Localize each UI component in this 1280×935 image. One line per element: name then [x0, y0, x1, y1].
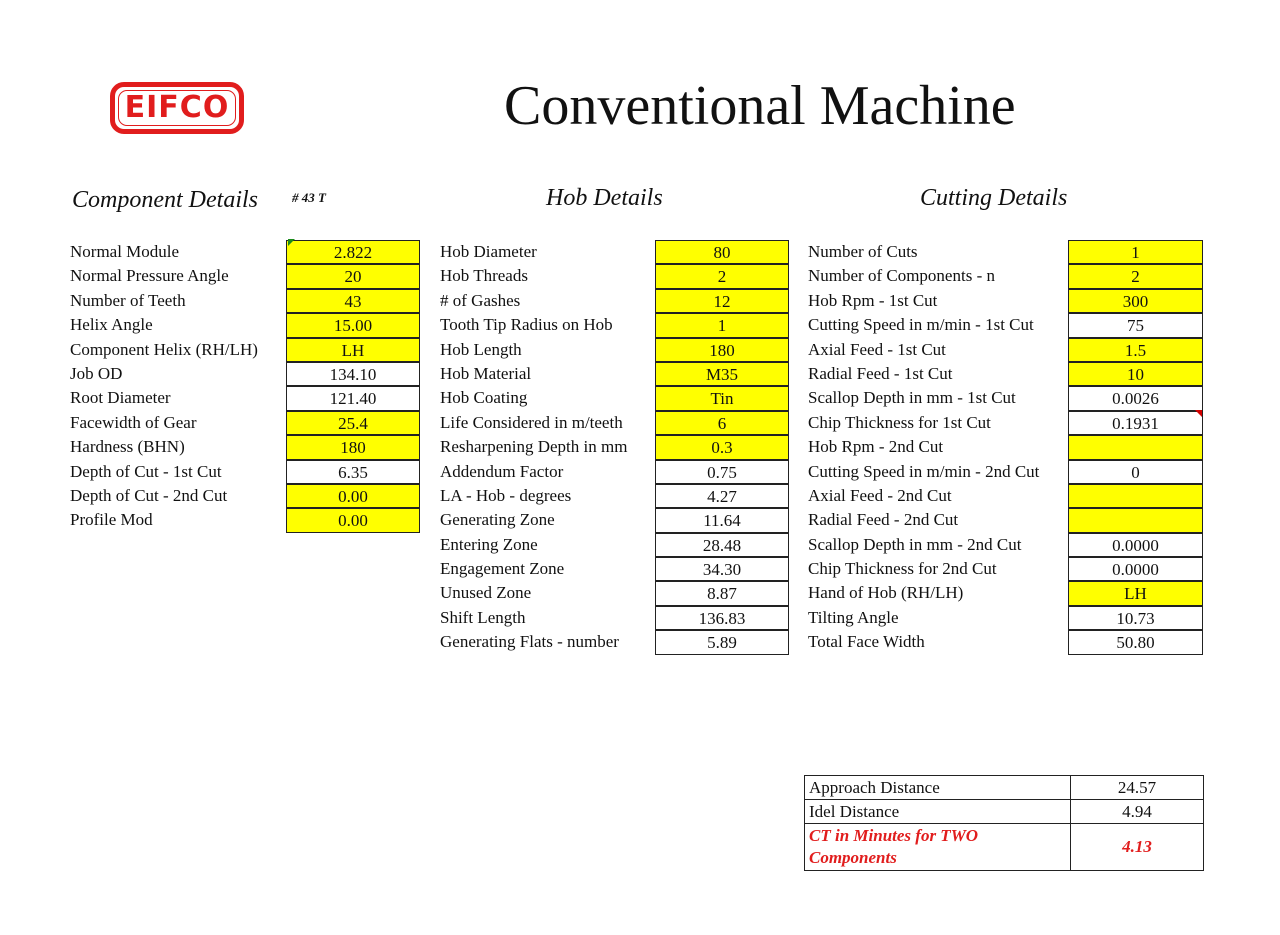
component-row: [70, 264, 422, 288]
cutting-details-title: Cutting Details: [920, 185, 1068, 211]
cutting-row: [808, 264, 1204, 288]
approach-distance-value[interactable]: 24.57: [1071, 776, 1204, 800]
hob-row: [440, 313, 790, 337]
idle-distance-label: Idel Distance: [805, 800, 1071, 824]
hob-value-cell[interactable]: 8.87: [655, 581, 789, 605]
summary-table: [804, 775, 1204, 871]
hob-row: [440, 362, 790, 386]
cutting-label: Chip Thickness for 2nd Cut: [808, 559, 997, 579]
hob-row: [440, 460, 790, 484]
hob-value-cell[interactable]: 4.27: [655, 484, 789, 508]
cutting-row: [808, 484, 1204, 508]
hob-value-cell[interactable]: 136.83: [655, 606, 789, 630]
hob-value-cell[interactable]: 6: [655, 411, 789, 435]
hob-value-cell[interactable]: 28.48: [655, 533, 789, 557]
cutting-label: Radial Feed - 2nd Cut: [808, 510, 959, 530]
hob-label: Shift Length: [440, 607, 526, 627]
hob-label: Entering Zone: [440, 534, 538, 554]
hob-row: [440, 240, 790, 264]
hob-label: Hob Diameter: [440, 242, 537, 261]
cutting-value-cell[interactable]: 0: [1068, 460, 1203, 484]
component-label: Facewidth of Gear: [70, 412, 197, 432]
cutting-value-cell[interactable]: LH: [1068, 581, 1203, 605]
cutting-label: Axial Feed - 1st Cut: [808, 339, 946, 359]
cutting-row: [808, 411, 1204, 435]
hob-row: [440, 338, 790, 362]
cutting-label: Number of Cuts: [808, 242, 918, 261]
component-row: [70, 411, 422, 435]
component-value-cell[interactable]: 134.10: [286, 362, 420, 386]
hob-value-cell[interactable]: 180: [655, 338, 789, 362]
hob-value-cell[interactable]: 34.30: [655, 557, 789, 581]
component-label: Hardness (BHN): [70, 437, 185, 457]
hob-label: Hob Material: [440, 363, 532, 383]
cutting-value-cell[interactable]: 50.80: [1068, 630, 1203, 654]
logo-text: EIFCO: [124, 90, 230, 125]
hob-label: LA - Hob - degrees: [440, 485, 572, 505]
cutting-label: Cutting Speed in m/min - 2nd Cut: [808, 461, 1040, 481]
component-value-cell[interactable]: LH: [286, 338, 420, 362]
hob-label: Hob Threads: [440, 266, 528, 286]
cutting-value-cell[interactable]: 1: [1068, 240, 1203, 264]
cycle-time-label-line1: CT in Minutes for TWO: [809, 825, 979, 845]
hob-label: Unused Zone: [440, 583, 532, 603]
hob-value-cell[interactable]: Tin: [655, 386, 789, 410]
component-details-grid: [70, 240, 422, 533]
cutting-details-grid: [808, 240, 1204, 655]
component-label: Root Diameter: [70, 388, 171, 408]
component-row: [70, 240, 422, 264]
cycle-time-value[interactable]: 4.13: [1071, 824, 1204, 871]
cutting-row: [808, 508, 1204, 532]
cutting-label: Cutting Speed in m/min - 1st Cut: [808, 315, 1034, 335]
hob-label: Life Considered in m/teeth: [440, 412, 623, 432]
component-value-cell[interactable]: 6.35: [286, 460, 420, 484]
cutting-value-cell[interactable]: 2: [1068, 264, 1203, 288]
cutting-row: [808, 606, 1204, 630]
cycle-time-label-line2: Components: [809, 848, 897, 867]
hob-value-cell[interactable]: M35: [655, 362, 789, 386]
cutting-row: [808, 557, 1204, 581]
cutting-row: [808, 630, 1204, 654]
cutting-value-cell[interactable]: [1068, 508, 1203, 532]
cutting-value-cell[interactable]: 75: [1068, 313, 1203, 337]
component-row: [70, 289, 422, 313]
hob-row: [440, 581, 790, 605]
component-label: Profile Mod: [70, 510, 153, 530]
component-label: Job OD: [70, 363, 123, 383]
cycle-time-label: [805, 824, 1071, 871]
cutting-row: [808, 362, 1204, 386]
summary-row-approach: [805, 776, 1204, 800]
cutting-label: Total Face Width: [808, 632, 925, 652]
hob-label: Hob Length: [440, 339, 522, 359]
cutting-label: Scallop Depth in mm - 2nd Cut: [808, 534, 1022, 554]
component-note: # 43 T: [292, 190, 326, 205]
cutting-value-cell[interactable]: 1.5: [1068, 338, 1203, 362]
hob-row: [440, 630, 790, 654]
cutting-label: Hand of Hob (RH/LH): [808, 583, 964, 603]
component-value-cell[interactable]: 121.40: [286, 386, 420, 410]
hob-row: [440, 411, 790, 435]
component-value-cell[interactable]: 180: [286, 435, 420, 459]
component-value-cell[interactable]: 0.00: [286, 484, 420, 508]
hob-row: [440, 508, 790, 532]
cutting-value-cell[interactable]: 0.0026: [1068, 386, 1203, 410]
approach-distance-label: Approach Distance: [805, 776, 1071, 800]
component-label: Depth of Cut - 1st Cut: [70, 461, 222, 481]
cutting-row: [808, 460, 1204, 484]
hob-label: Generating Zone: [440, 510, 555, 530]
component-value-cell[interactable]: 43: [286, 289, 420, 313]
hob-details-title: Hob Details: [546, 185, 663, 211]
hob-details-grid: [440, 240, 790, 655]
cutting-label: Chip Thickness for 1st Cut: [808, 412, 991, 432]
idle-distance-value[interactable]: 4.94: [1071, 800, 1204, 824]
hob-row: [440, 435, 790, 459]
hob-label: Hob Coating: [440, 388, 528, 408]
hob-row: [440, 533, 790, 557]
component-row: [70, 508, 422, 532]
cell-comment-marker-green: [288, 239, 295, 246]
hob-value-cell[interactable]: 2: [655, 264, 789, 288]
cutting-value-cell[interactable]: [1068, 435, 1203, 459]
cutting-value-cell[interactable]: 10.73: [1068, 606, 1203, 630]
cutting-row: [808, 533, 1204, 557]
summary-row-idle: [805, 800, 1204, 824]
component-value-cell[interactable]: 25.4: [286, 411, 420, 435]
cutting-row: [808, 581, 1204, 605]
hob-label: # of Gashes: [440, 290, 521, 310]
cutting-value-cell[interactable]: 300: [1068, 289, 1203, 313]
component-row: [70, 435, 422, 459]
cutting-value-cell[interactable]: 10: [1068, 362, 1203, 386]
cutting-label: Hob Rpm - 2nd Cut: [808, 437, 944, 457]
hob-value-cell[interactable]: 12: [655, 289, 789, 313]
cutting-row: [808, 289, 1204, 313]
cutting-label: Tilting Angle: [808, 607, 899, 627]
component-details-title: Component Details: [72, 187, 258, 213]
cutting-row: [808, 240, 1204, 264]
component-label: Component Helix (RH/LH): [70, 339, 258, 359]
cutting-row: [808, 338, 1204, 362]
hob-value-cell[interactable]: 5.89: [655, 630, 789, 654]
component-row: [70, 460, 422, 484]
hob-label: Addendum Factor: [440, 461, 564, 481]
summary-row-cycle-time: [805, 824, 1204, 871]
cutting-row: [808, 386, 1204, 410]
component-value-cell[interactable]: 2.822: [286, 240, 420, 264]
hob-value-cell[interactable]: 1: [655, 313, 789, 337]
component-label: Helix Angle: [70, 315, 153, 335]
hob-value-cell[interactable]: 11.64: [655, 508, 789, 532]
hob-row: [440, 606, 790, 630]
hob-row: [440, 386, 790, 410]
cutting-value-cell[interactable]: 0.0000: [1068, 533, 1203, 557]
cutting-row: [808, 313, 1204, 337]
hob-row: [440, 557, 790, 581]
component-value-cell[interactable]: 0.00: [286, 508, 420, 532]
component-row: [70, 386, 422, 410]
hob-value-cell[interactable]: 80: [655, 240, 789, 264]
component-label: Number of Teeth: [70, 290, 186, 310]
cutting-label: Radial Feed - 1st Cut: [808, 363, 953, 383]
component-label: Normal Pressure Angle: [70, 266, 229, 286]
component-value-cell[interactable]: 20: [286, 264, 420, 288]
cutting-value-cell[interactable]: 0.1931: [1068, 411, 1203, 435]
component-label: Normal Module: [70, 242, 180, 261]
cutting-value-cell[interactable]: 0.0000: [1068, 557, 1203, 581]
page-title: Conventional Machine: [504, 75, 1016, 137]
cutting-label: Hob Rpm - 1st Cut: [808, 290, 938, 310]
cutting-label: Number of Components - n: [808, 266, 995, 286]
component-row: [70, 338, 422, 362]
cutting-row: [808, 435, 1204, 459]
hob-label: Engagement Zone: [440, 559, 565, 579]
hob-row: [440, 289, 790, 313]
hob-label: Tooth Tip Radius on Hob: [440, 315, 613, 335]
hob-row: [440, 484, 790, 508]
hob-value-cell[interactable]: 0.75: [655, 460, 789, 484]
cell-comment-marker-red: [1195, 410, 1202, 417]
component-row: [70, 362, 422, 386]
component-row: [70, 313, 422, 337]
cutting-label: Scallop Depth in mm - 1st Cut: [808, 388, 1016, 408]
hob-label: Resharpening Depth in mm: [440, 437, 628, 457]
hob-value-cell[interactable]: 0.3: [655, 435, 789, 459]
hob-row: [440, 264, 790, 288]
cutting-label: Axial Feed - 2nd Cut: [808, 485, 952, 505]
component-value-cell[interactable]: 15.00: [286, 313, 420, 337]
component-row: [70, 484, 422, 508]
component-label: Depth of Cut - 2nd Cut: [70, 485, 228, 505]
cutting-value-cell[interactable]: [1068, 484, 1203, 508]
hob-label: Generating Flats - number: [440, 632, 619, 652]
